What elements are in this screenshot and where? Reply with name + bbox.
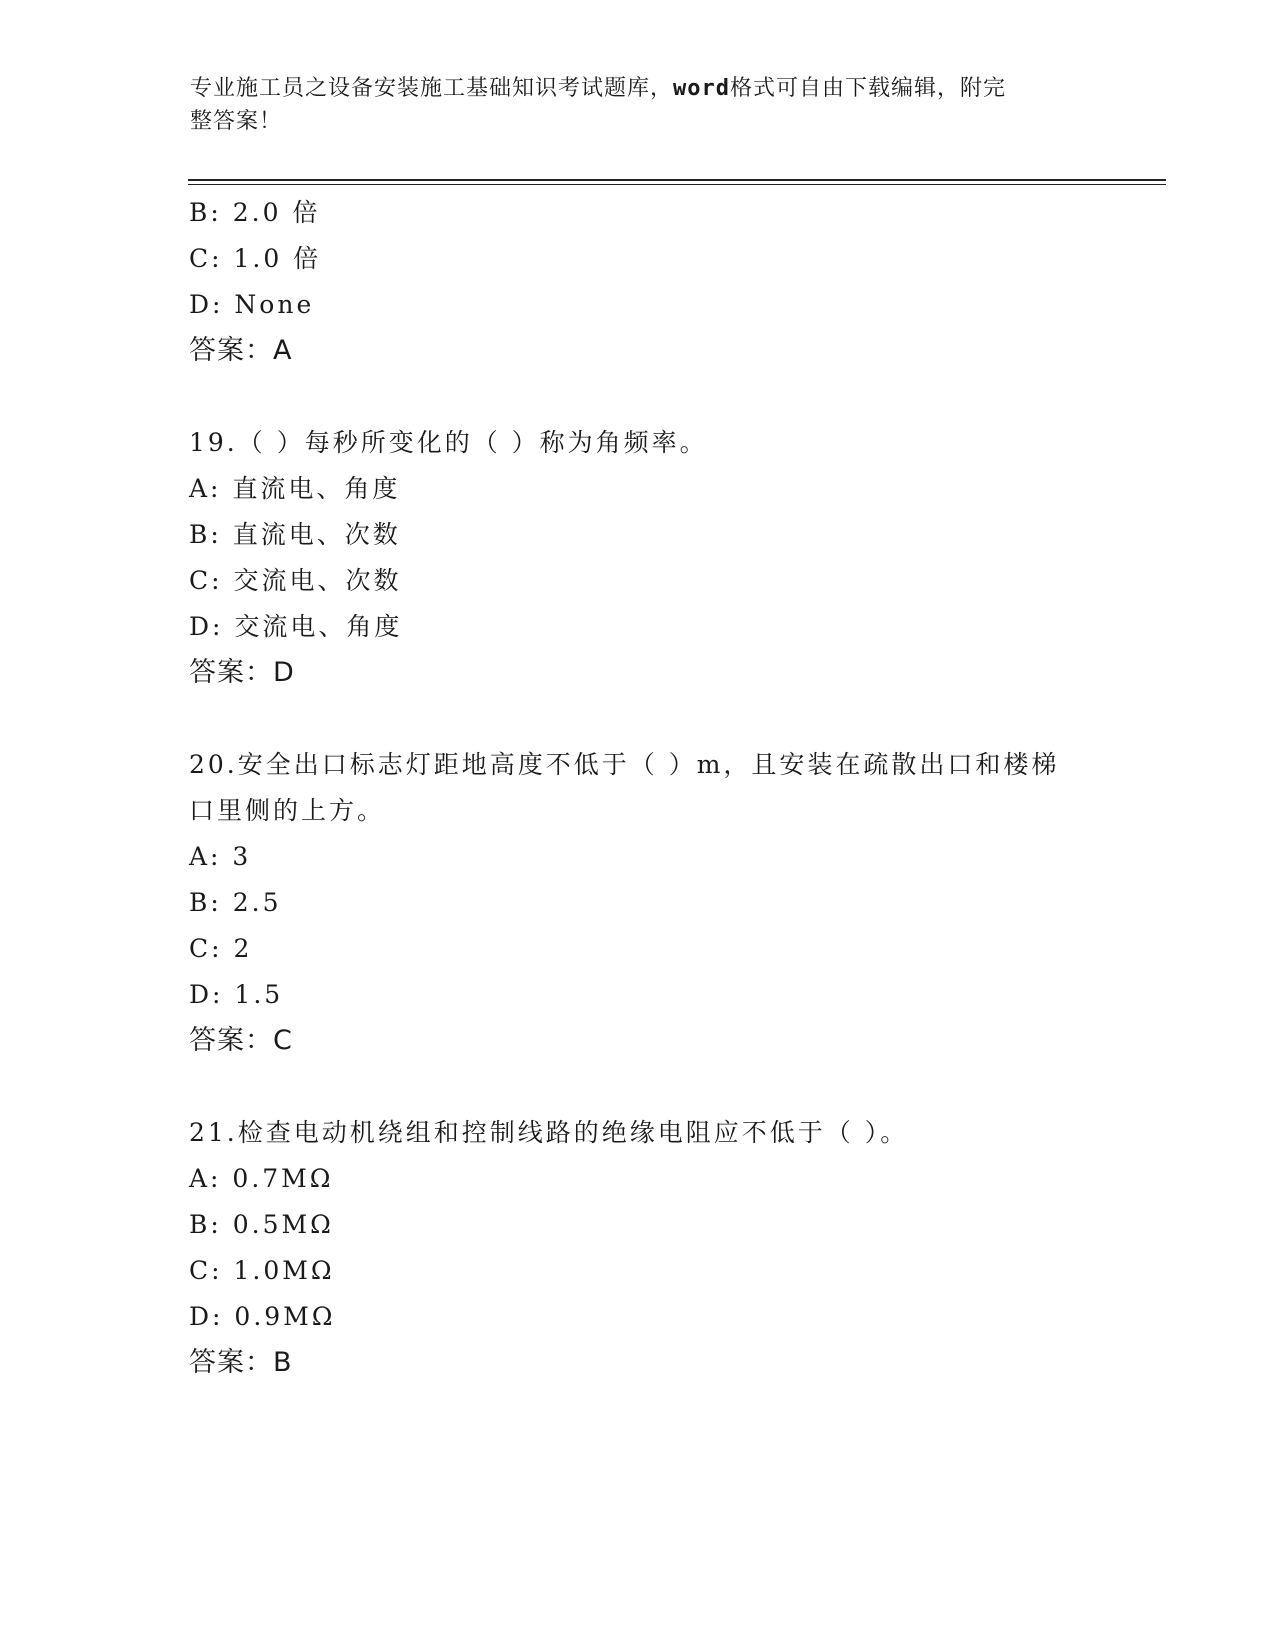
option-a: A: 3: [189, 842, 252, 871]
option-b: B: 直流电、次数: [189, 520, 401, 549]
header-title-line1: [190, 72, 1090, 105]
option-b: B: 2.0 倍: [189, 198, 321, 227]
header-divider-thin: [188, 184, 1166, 185]
header-title-part2: 格式可自由下载编辑，附完: [730, 76, 1007, 101]
option-b: B: 0.5MΩ: [189, 1210, 334, 1239]
option-b: B: 2.5: [189, 888, 282, 917]
question-20: [189, 742, 1089, 1064]
question-stem: 19.（ ）每秒所变化的（ ）称为角频率。: [189, 428, 708, 457]
header-title-line2: 整答案！: [190, 109, 283, 134]
option-d: D: 0.9MΩ: [189, 1302, 336, 1331]
option-c: C: 1.0 倍: [189, 244, 322, 273]
question-21: [189, 1110, 1089, 1386]
question-19: [189, 420, 1089, 696]
option-a: A: 0.7MΩ: [189, 1164, 334, 1193]
question-stem-line2: 口里侧的上方。: [189, 796, 386, 825]
option-d: D: 交流电、角度: [189, 612, 403, 641]
spacer: [189, 1064, 1089, 1110]
option-d: D: 1.5: [189, 980, 284, 1009]
question-stem-line1: 20.安全出口标志灯距地高度不低于（ ）m，且安装在疏散出口和楼梯: [189, 750, 1060, 779]
option-c: C: 1.0MΩ: [189, 1256, 335, 1285]
spacer: [189, 374, 1089, 420]
question-list: [189, 190, 1089, 1386]
option-d: D: None: [189, 290, 315, 319]
answer-label: 答案：B: [189, 1347, 293, 1378]
answer-label: 答案：A: [189, 335, 293, 366]
answer-label: 答案：C: [189, 1025, 293, 1056]
header-divider-thick: [188, 179, 1166, 181]
question-stem: 21.检查电动机绕组和控制线路的绝缘电阻应不低于（ ）。: [189, 1118, 909, 1147]
header-title-part1: 专业施工员之设备安装施工基础知识考试题库，: [190, 76, 674, 101]
document-header: [190, 72, 1090, 138]
header-title-word: word: [673, 76, 730, 101]
answer-label: 答案：D: [189, 657, 295, 688]
spacer: [189, 696, 1089, 742]
option-a: A: 直流电、角度: [189, 474, 401, 503]
option-c: C: 交流电、次数: [189, 566, 402, 595]
option-c: C: 2: [189, 934, 253, 963]
question-18: [189, 190, 1089, 374]
